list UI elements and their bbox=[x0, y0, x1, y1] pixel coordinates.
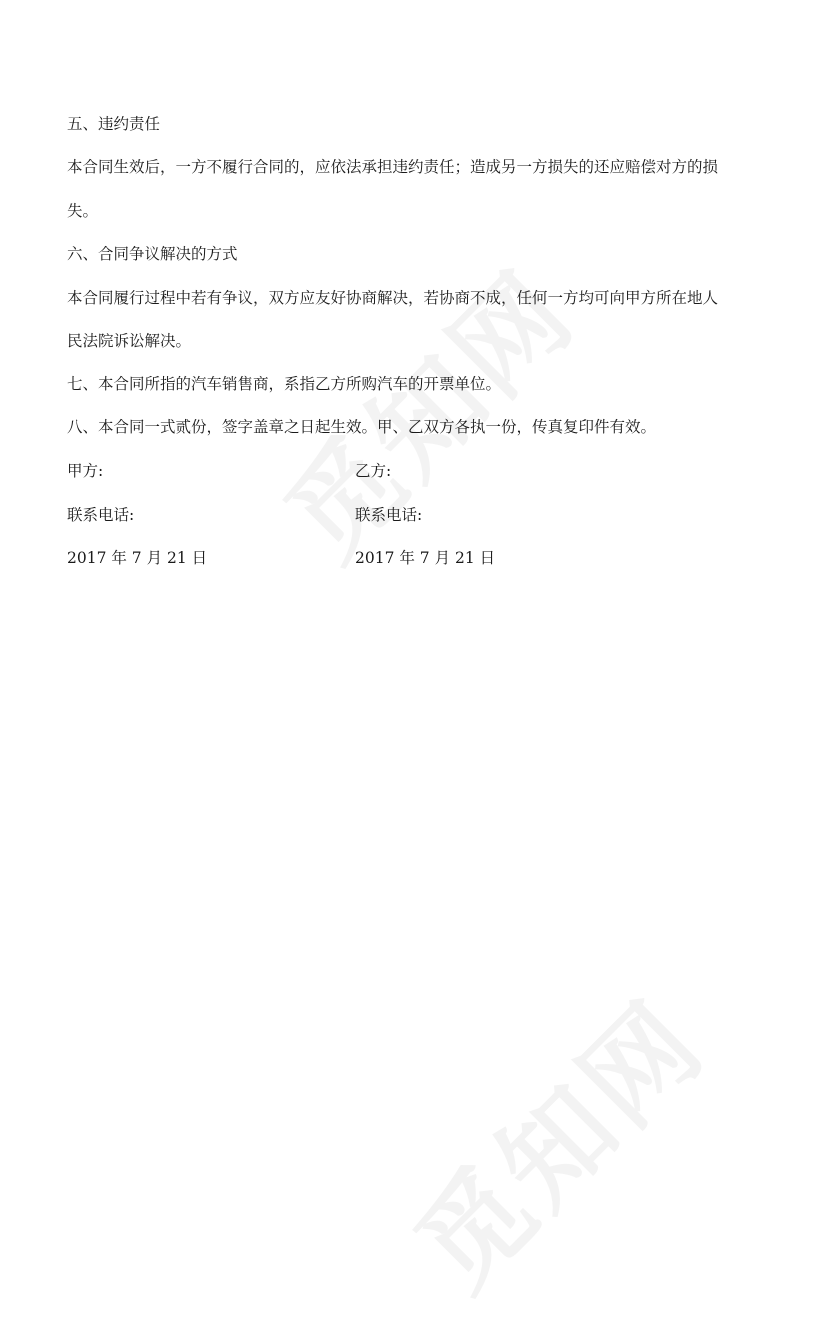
watermark bbox=[245, 230, 603, 588]
clause-seven: 七、本合同所指的汽车销售商，系指乙方所购汽车的开票单位。 bbox=[67, 375, 502, 393]
paragraph-dispute-line-1: 本合同履行过程中若有争议，双方应友好协商解决，若协商不成，任何一方均可向甲方所在地人 bbox=[67, 289, 719, 307]
watermark bbox=[375, 960, 733, 1318]
clause-eight: 八、本合同一式贰份，签字盖章之日起生效。甲、乙双方各执一份，传真复印件有效。 bbox=[67, 418, 657, 436]
section-heading-dispute-resolution: 六、合同争议解决的方式 bbox=[67, 245, 238, 263]
paragraph-dispute-line-2: 民法院诉讼解决。 bbox=[67, 332, 192, 350]
paragraph-breach-line-1: 本合同生效后，一方不履行合同的，应依法承担违约责任；造成另一方损失的还应赔偿对方的损 bbox=[67, 158, 719, 176]
party-a-label: 甲方: bbox=[67, 462, 104, 480]
paragraph-breach-line-2: 失。 bbox=[67, 202, 99, 220]
party-b-label: 乙方: bbox=[355, 462, 392, 480]
party-a-date: 2017 年 7 月 21 日 bbox=[67, 549, 208, 567]
party-b-phone-label: 联系电话: bbox=[355, 506, 423, 524]
section-heading-breach-liability: 五、违约责任 bbox=[67, 115, 161, 133]
party-a-phone-label: 联系电话: bbox=[67, 506, 135, 524]
party-b-date: 2017 年 7 月 21 日 bbox=[355, 549, 496, 567]
